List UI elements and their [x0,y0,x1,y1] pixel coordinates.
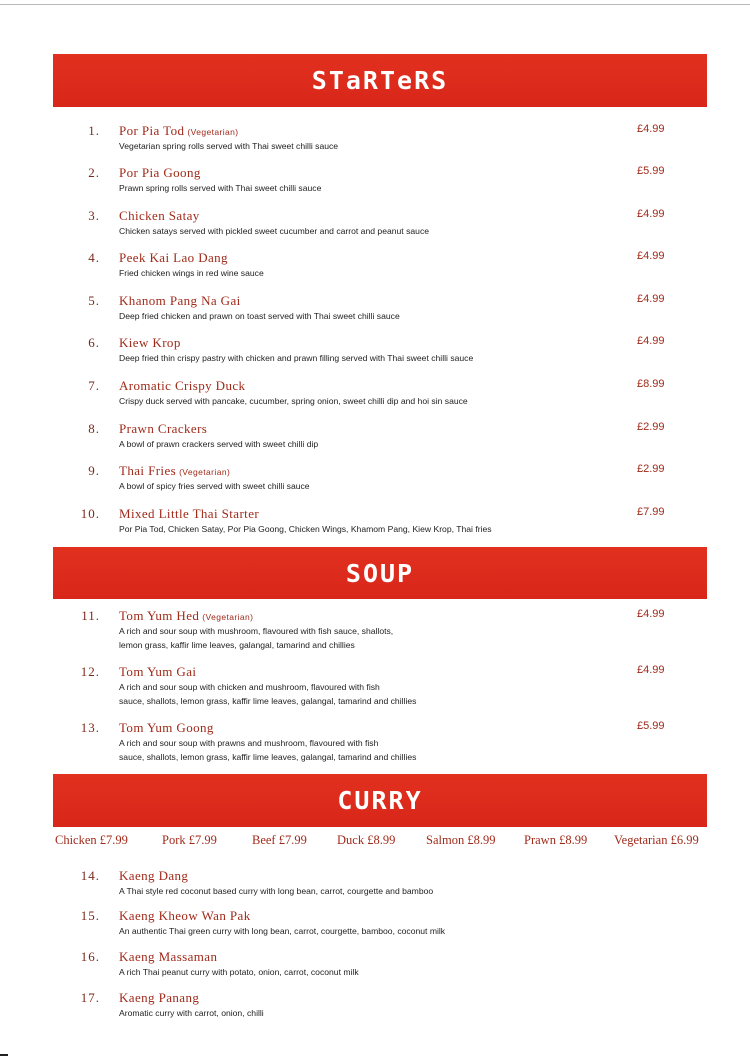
item-description: Vegetarian spring rolls served with Thai sweet chilli sauce [119,141,339,151]
item-description: A bowl of prawn crackers served with sweet chilli dip [119,439,319,449]
item-number: 17. [80,990,100,1005]
item-price: £2.99 [637,421,665,433]
item-description: A rich and sour soup with mushroom, flavoured with fish sauce, shallots, lemon grass, kaffir lime leaves, galangal, tamarind and chillies [119,626,394,650]
item-name-text: Kaeng Panang [119,990,200,1005]
curry-price-beef: Beef £7.99 [252,833,307,847]
curry-price-chicken: Chicken £7.99 [55,833,128,847]
item-number: 3. [88,208,100,223]
curry-price-prawn: Prawn £8.99 [524,833,588,847]
starters-title: STaRTeRS [311,66,449,95]
item-name [119,608,253,624]
item-name-text: Thai Fries [119,463,177,478]
item-number: 5. [88,293,100,308]
item-description: A rich Thai peanut curry with potato, onion, carrot, coconut milk [119,967,359,977]
item-name-text: Khanom Pang Na Gai [119,293,241,308]
item-description: Chicken satays served with pickled sweet cucumber and carrot and peanut sauce [119,226,430,236]
curry-price-vegetarian: Vegetarian £6.99 [614,833,699,847]
item-price: £4.99 [637,293,665,305]
vegetarian-tag: (Vegetarian) [179,467,231,477]
item-name [119,908,251,924]
item-name [119,293,241,309]
item-price: £4.99 [637,208,665,220]
item-name-text: Aromatic Crispy Duck [119,378,246,393]
item-name-text: Mixed Little Thai Starter [119,506,260,521]
item-name-text: Kaeng Dang [119,868,189,883]
item-name [119,868,188,884]
item-name-text: Prawn Crackers [119,421,208,436]
item-description: A bowl of spicy fries served with sweet chilli sauce [119,481,310,491]
item-description: Crispy duck served with pancake, cucumber, spring onion, sweet chilli dip and hoi sin sauce [119,396,468,406]
item-name-text: Tom Yum Hed [119,608,200,623]
item-name [119,123,238,139]
item-description: Por Pia Tod, Chicken Satay, Por Pia Goong, Chicken Wings, Khamom Pang, Kiew Krop, Thai fries [119,524,492,534]
item-name-text: Por Pia Goong [119,165,201,180]
item-name-text: Tom Yum Goong [119,720,214,735]
item-description: Prawn spring rolls served with Thai sweet chilli sauce [119,183,322,193]
item-name [119,378,245,394]
item-description: Deep fried chicken and prawn on toast served with Thai sweet chilli sauce [119,311,400,321]
item-number: 7. [88,378,100,393]
item-price: £4.99 [637,664,665,676]
item-description: Fried chicken wings in red wine sauce [119,268,264,278]
item-price: £4.99 [637,250,665,262]
item-name [119,506,259,522]
item-name [119,949,217,965]
item-name-text: Por Pia Tod [119,123,185,138]
item-description: An authentic Thai green curry with long bean, carrot, courgette, bamboo, coconut milk [119,926,446,936]
item-number: 4. [88,250,100,265]
item-name [119,335,181,351]
item-price: £4.99 [637,123,665,135]
item-number: 16. [80,949,100,964]
item-name [119,720,214,736]
curry-meat-prices [0,833,750,849]
soup-banner [53,547,707,599]
item-price: £4.99 [637,335,665,347]
item-description: A rich and sour soup with prawns and mushroom, flavoured with fish sauce, shallots, lemon grass, kaffir lime leaves, galangal, tamarind and chillies [119,738,417,762]
item-name [119,463,230,479]
item-number: 6. [88,335,100,350]
item-number: 8. [88,421,100,436]
starters-banner [53,54,707,107]
curry-price-pork: Pork £7.99 [162,833,217,847]
item-price: £2.99 [637,463,665,475]
item-name [119,990,199,1006]
item-price: £5.99 [637,165,665,177]
item-name-text: Kaeng Massaman [119,949,218,964]
item-number: 14. [80,868,100,883]
item-name [119,165,201,181]
item-description: A rich and sour soup with chicken and mushroom, flavoured with fish sauce, shallots, lemon grass, kaffir lime leaves, galangal, tamarind and chillies [119,682,417,706]
vegetarian-tag: (Vegetarian) [202,612,254,622]
item-name [119,664,196,680]
item-number: 9. [88,463,100,478]
item-price: £7.99 [637,506,665,518]
item-description: Aromatic curry with carrot, onion, chilli [119,1008,264,1018]
item-name-text: Tom Yum Gai [119,664,197,679]
curry-title: CURRY [337,786,423,815]
item-description: Deep fried thin crispy pastry with chicken and prawn filling served with Thai sweet chilli sauce [119,353,474,363]
soup-title: SOUP [345,558,415,588]
item-name-text: Peek Kai Lao Dang [119,250,228,265]
item-number: 15. [80,908,100,923]
curry-banner [53,774,707,827]
item-price: £5.99 [637,720,665,732]
item-name-text: Kiew Krop [119,335,181,350]
top-rule [0,4,750,5]
item-name-text: Chicken Satay [119,208,200,223]
scan-edge-mark [0,1054,8,1056]
item-name [119,421,207,437]
item-name [119,208,200,224]
item-number: 12. [80,664,100,679]
item-name-text: Kaeng Kheow Wan Pak [119,908,251,923]
item-price: £8.99 [637,378,665,390]
item-number: 11. [81,608,100,623]
item-price: £4.99 [637,608,665,620]
item-number: 10. [80,506,100,521]
vegetarian-tag: (Vegetarian) [187,127,239,137]
item-name [119,250,228,266]
curry-price-salmon: Salmon £8.99 [426,833,496,847]
curry-price-duck: Duck £8.99 [337,833,396,847]
item-description: A Thai style red coconut based curry with long bean, carrot, courgette and bamboo [119,886,434,896]
item-number: 2. [88,165,100,180]
item-number: 1. [88,123,100,138]
item-number: 13. [80,720,100,735]
